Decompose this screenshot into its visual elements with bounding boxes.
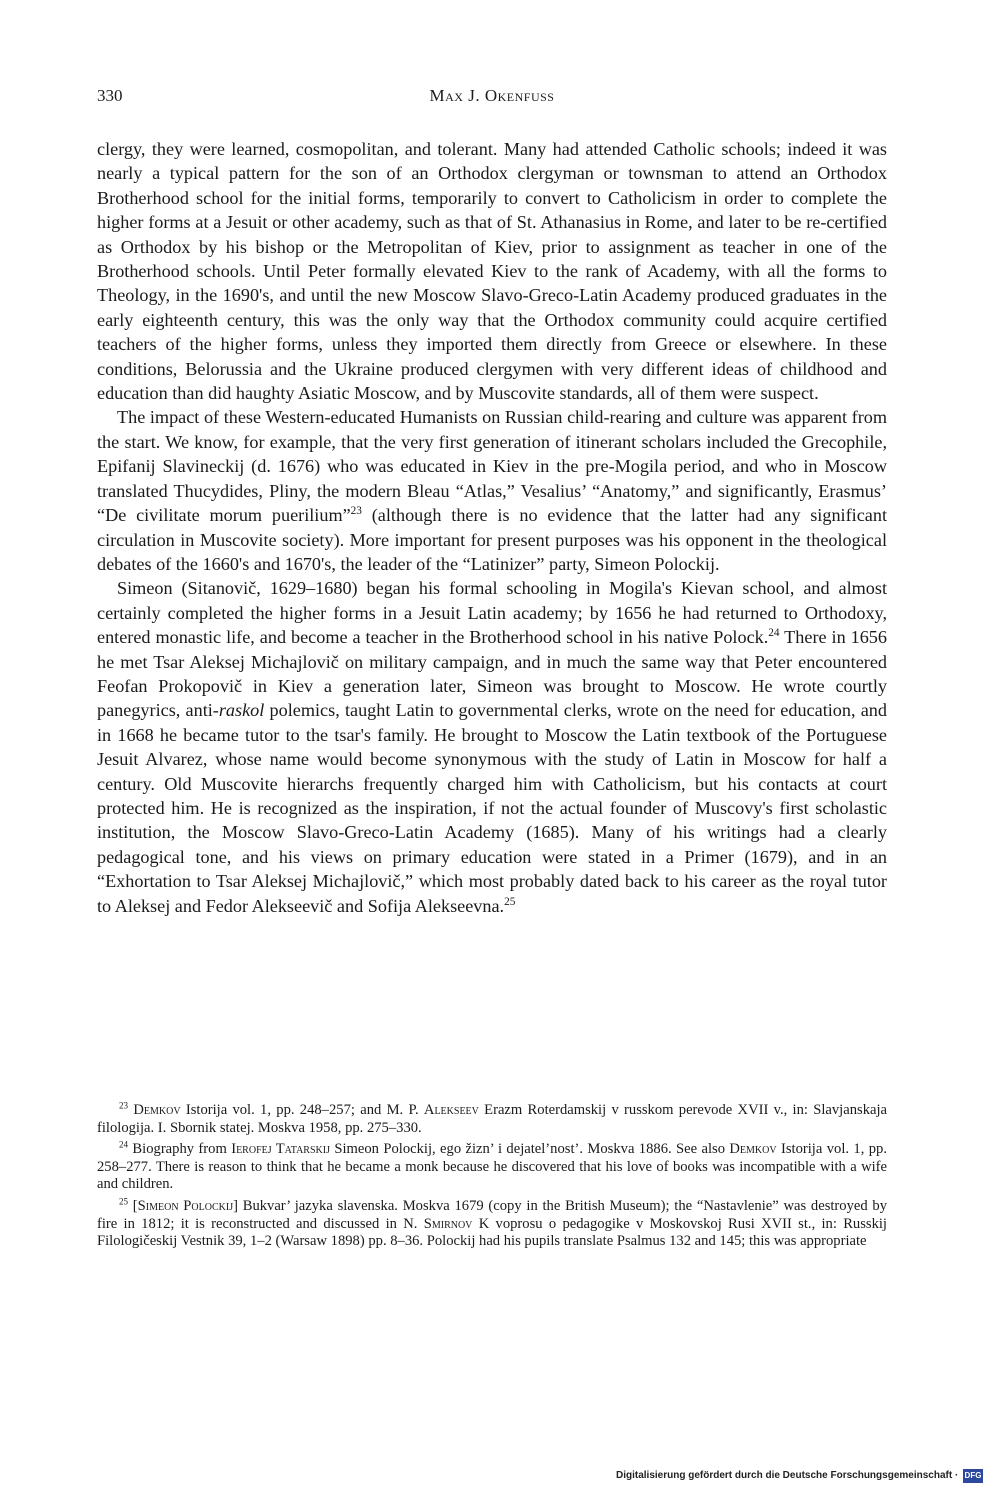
paragraph: clergy, they were learned, cosmopolitan, and tolerant. Many had attended Catholic schools; indeed it was nearly a typical pattern for the son of an Orthodox clergyman or townsman to attend an Orthodox Brotherhood school for the initial forms, temporarily to convert to Catholicism in order to complete the higher forms at a Jesuit or other academy, such as that of St. Athanasius in Rome, and later to be re-certified as Orthodox by his bishop or the Metropolitan of Kiev, prior to assignment as teacher in one of the Brotherhood schools. Until Peter formally elevated Kiev to the rank of Academy, with all the forms to Theology, in the 1690's, and until the new Moscow Slavo-Greco-Latin Academy produced graduates in the early eighteenth century, this was the only way that the Orthodox community could acquire certified teachers of the higher forms, unless they imported them directly from Greece or elsewhere. In these conditions, Belorussia and the Ukraine produced clergymen with very different ideas of childhood and education than did haughty Asiatic Moscow, and by Muscovite standards, all of them were suspect. [97,139,887,404]
body-text [97,137,887,918]
footnote: $^{24}$ Biography from Ierofej Tatarskij Simeon Polockij, ego žizn’ i dejatel’nost’. Moskva 1886. See also Demkov Istorija vol. 1, pp. 258–277. There is reason to think that he became a monk because he discovered that his love of books was incompatible with a wife and children. [97,1139,887,1193]
paragraph: Simeon (Sitanovič, 1629–1680) began his formal schooling in Mogila's Kievan school, and almost certainly completed the higher forms in a Jesuit Latin academy; by 1656 he had returned to Orthodoxy, entered monastic life, and become a teacher in the Brotherhood school in his native Polock.$^{24}$ There in 1656 he met Tsar Aleksej Michajlovič on military campaign, and in much the same way that Peter encountered Feofan Prokopovič in Kiev a generation later, Simeon was brought to Moscow. He wrote courtly panegyrics, anti-raskol polemics, taught Latin to governmental clerks, wrote on the need for education, and in 1668 he became tutor to the tsar's family. He brought to Moscow the Latin textbook of the Portuguese Jesuit Alvarez, whose name would become synonymous with the study of Latin in Moscow for half a century. Old Muscovite hierarchs frequently charged him with Catholicism, but his contacts at court protected him. He is recognized as the inspiration, if not the actual founder of Muscovy's first scholastic institution, the Moscow Slavo-Greco-Latin Academy (1685). Many of his writings had a clearly pedagogical tone, and his views on primary education were stated in a Primer (1679), and in an “Exhortation to Tsar Aleksej Michajlovič,” which most probably dated back to his career as the royal tutor to Aleksej and Fedor Alekseevič and Sofija Alekseevna.$^{25}$ [97,578,887,916]
footnote-number: 25 [119,1196,129,1207]
digitization-credit: Digitalisierung gefördert durch die Deutsche Forschungsgemeinschaft · [616,1470,959,1481]
footnote-number: 23 [119,1100,129,1111]
page-header [97,86,887,110]
paragraph: The impact of these Western-educated Humanists on Russian child-rearing and culture was apparent from the start. We know, for example, that the very first generation of itinerant scholars included the Grecophile, Epifanij Slavineckij (d. 1676) who was educated in Kiev in the pre-Mogila period, and who in Moscow translated Thucydides, Pliny, the modern Bleau “Atlas,” Vesalius’ “Anatomy,” and significantly, Erasmus’ “De civilitate morum puerilium”$^{23}$ (although there is no evidence that the latter had any significant circulation in Muscovite society). More important for present purposes was his opponent in the theological debates of the 1660's and 1670's, the leader of the “Latinizer” party, Simeon Polockij. [97,407,887,574]
page-number: 330 [97,86,123,105]
footnote-number: 24 [119,1139,129,1150]
footnote: $^{25}$ [Simeon Polockij] Bukvar’ jazyka slavenska. Moskva 1679 (copy in the British Museum); the “Nastavlenie” was destroyed by fire in 1812; it is reconstructed and discussed in N. Smirnov K voprosu o pedagogike v Moskovskoj Rusi XVII st., in: Russkij Filologičeskij Vestnik 39, 1–2 (Warsaw 1898) pp. 8–36. Polockij had his pupils translate Psalmus 132 and 145; this was appropriate [97,1196,887,1250]
running-head: Max J. Okenfuss [429,86,555,105]
footnotes [97,1102,887,1255]
dfg-logo: DFG [963,1469,983,1483]
footnote-ref[interactable]: 24 [768,627,780,640]
footnote-ref[interactable]: 25 [504,895,516,908]
footnote-ref[interactable]: 23 [350,505,362,518]
footnote: $^{23}$ Demkov Istorija vol. 1, pp. 248–257; and M. P. Alekseev Erazm Roterdamskij v russkom perevode XVII v., in: Slavjanskaja filologija. I. Sbornik statej. Moskva 1958, pp. 275–330. [97,1100,887,1136]
